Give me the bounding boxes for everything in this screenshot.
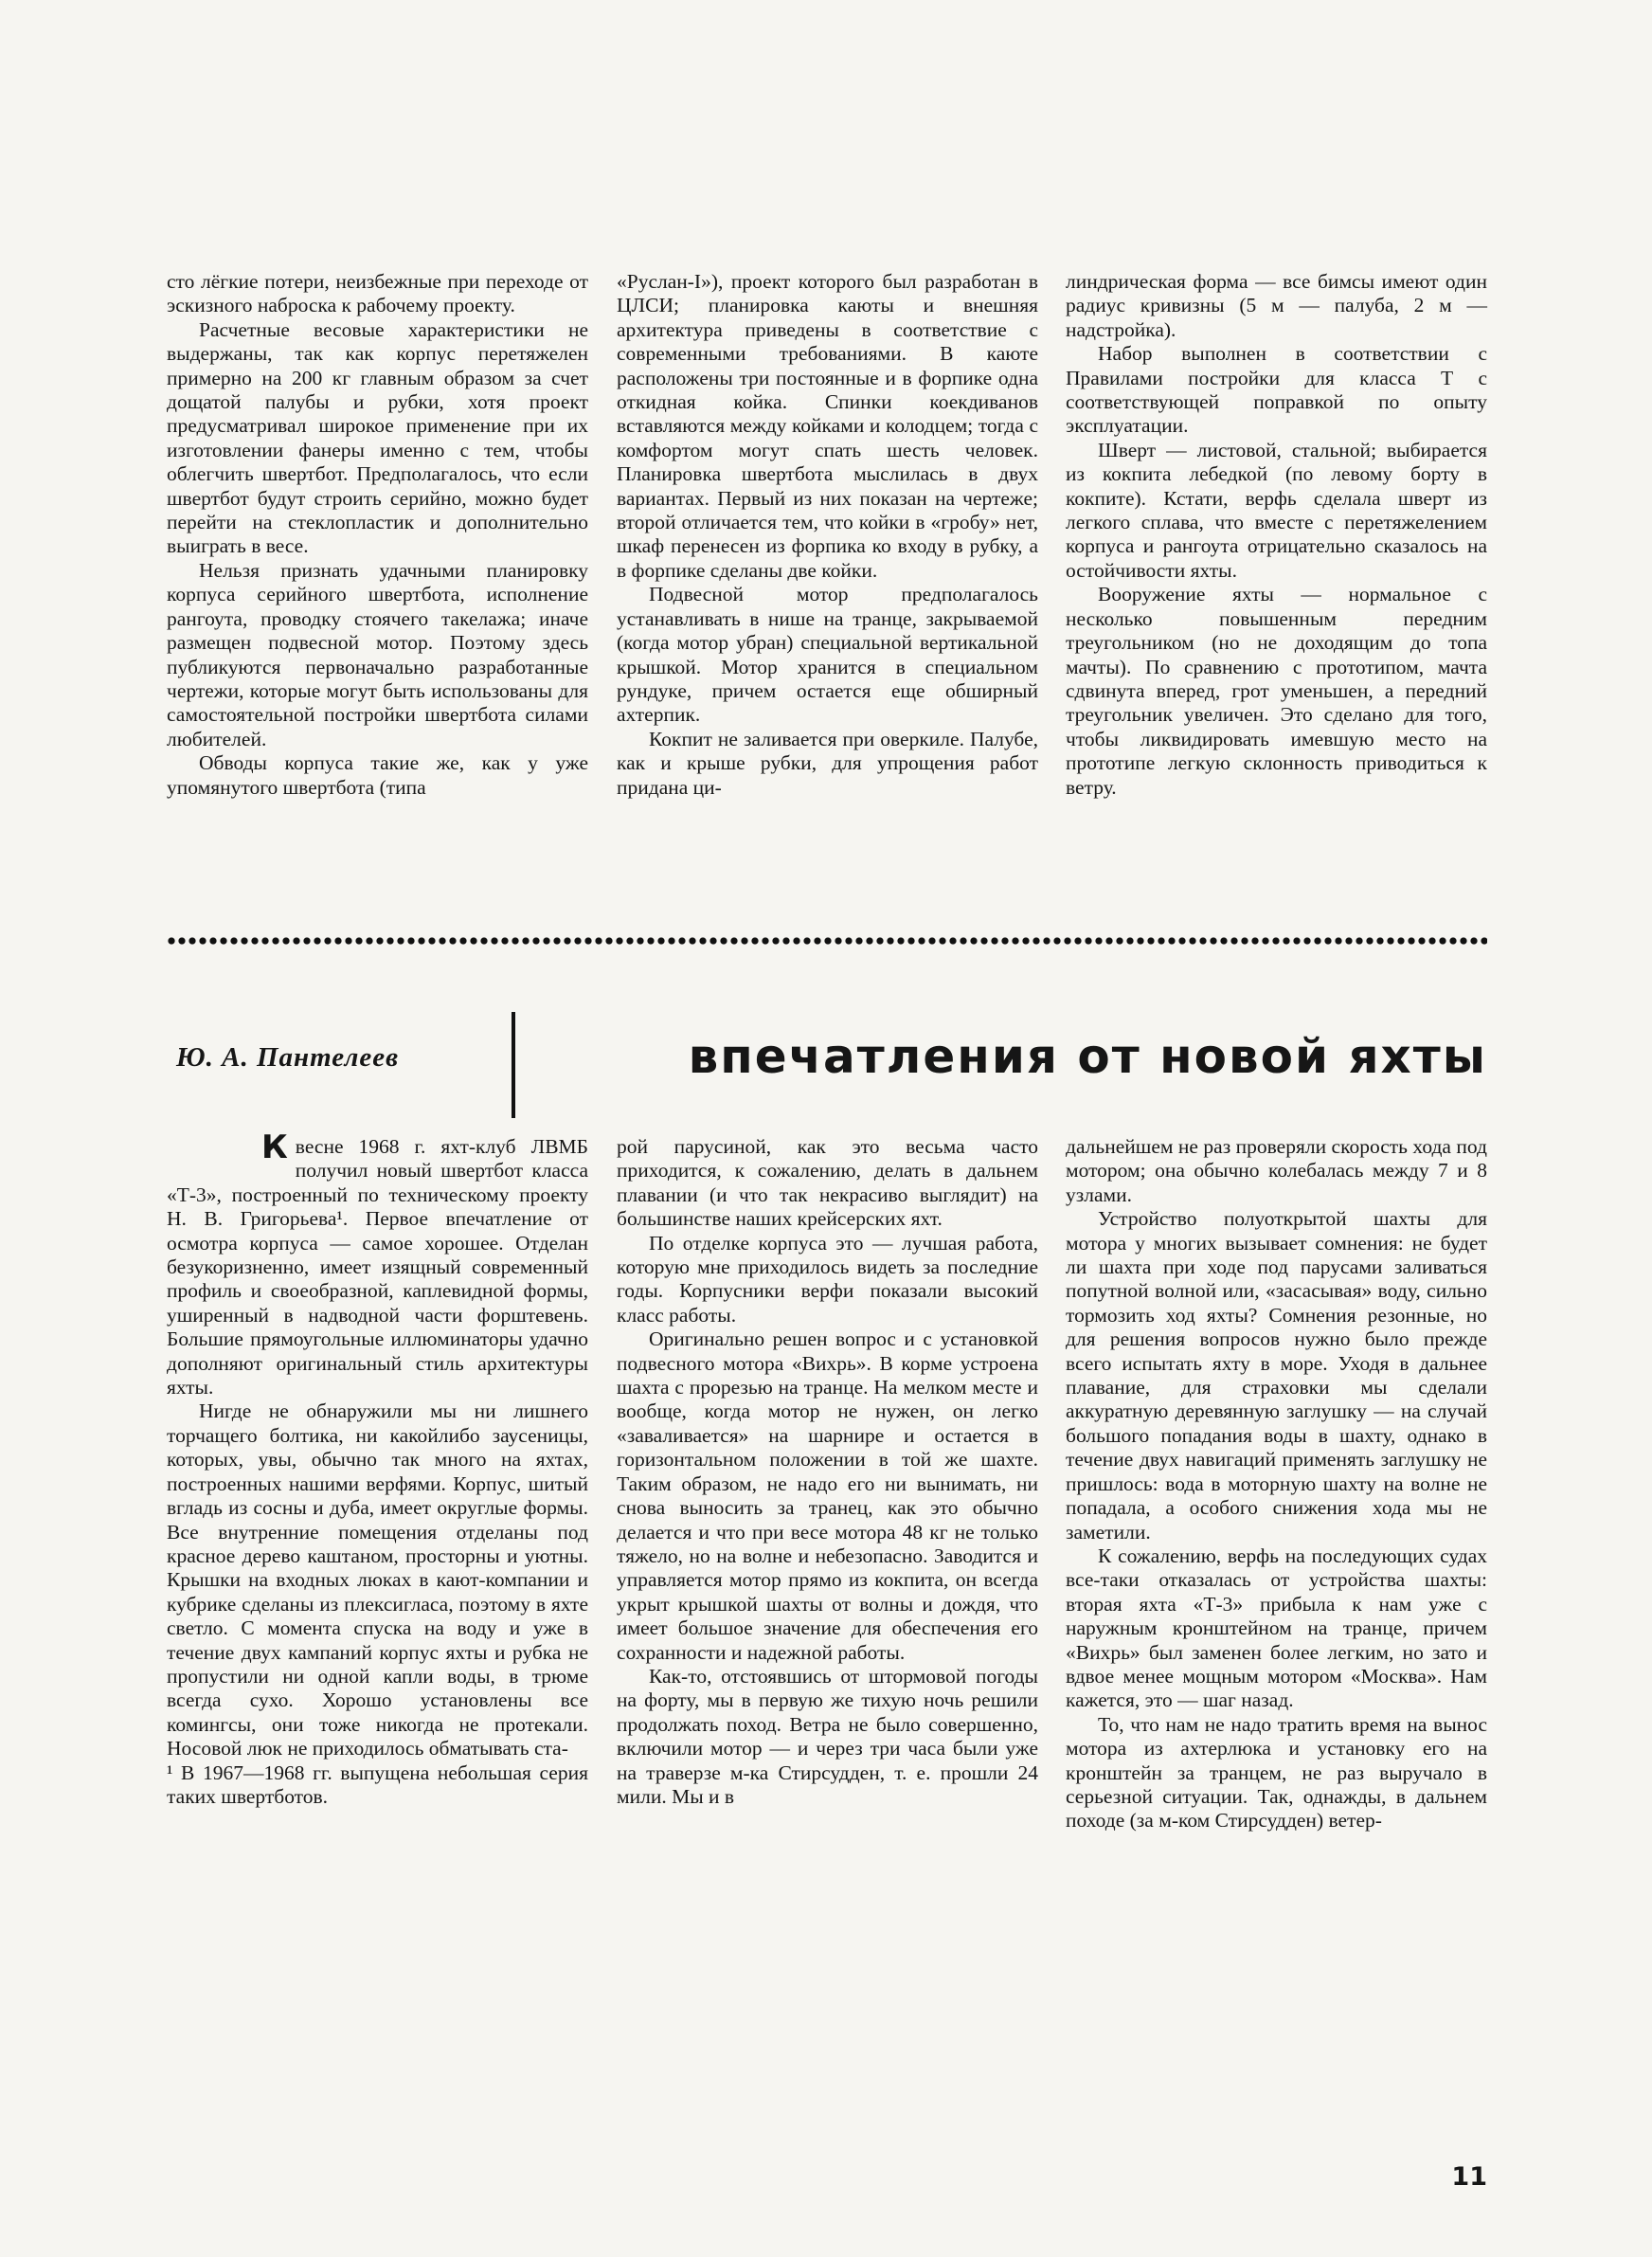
paragraph: Кокпит не заливается при оверкиле. Палубе, как и крыше рубки, для упрощения работ придана ци-: [617, 727, 1038, 799]
article-author: Ю. А. Пантелеев: [176, 1042, 400, 1073]
paragraph-text: весне 1968 г. яхт-клуб ЛВМБ получил новый швертбот класса «Т-3», построенный по техническому проекту Н. В. Григорьева¹. Первое впечатление от осмотра корпуса — самое хорошее. Отделан безукоризненно, имеет изящный современный профиль и своеобразной, каплевидной формы, уширенный в надводной части форштевень. Большие прямоугольные иллюминаторы удачно дополняют оригинальный стиль архитектуры яхты.: [167, 1135, 588, 1399]
paragraph: Устройство полуоткрытой шахты для мотора у многих вызывает сомнения: не будет ли шахта при ходе под парусами заливаться попутной волной или, «засасывая» воду, сильно тормозить ход яхты? Сомнения резонные, но для решения вопросов нужно было прежде всего испытать яхту в море. Уходя в дальнее плавание, для страховки мы сделали аккуратную деревянную заглушку — на случай большого попадания воды в шахту, однако в течение двух навигаций применять заглушку не пришлось: вода в моторную шахту на волне не попадала, а особого снижения хода мы не заметили.: [1066, 1207, 1487, 1544]
footnote: ¹ В 1967—1968 гг. выпущена небольшая серия таких швертботов.: [167, 1760, 588, 1808]
paragraph: «Руслан-I»), проект которого был разработан в ЦЛСИ; планировка каюты и внешняя архитектура приведены в соответствие с современными требованиями. В каюте расположены три постоянные и в форпике одна откидная койка. Спинки коекдиванов вставляются между койками и колодцем; тогда с комфортом могут спать шесть человек. Планировка швертбота мыслилась в двух вариантах. Первый из них показан на чертеже; второй отличается тем, что койки в «гробу» нет, шкаф перенесен из форпика ко входу в рубку, а в форпике сделаны две койки.: [617, 270, 1038, 582]
page-number: 11: [1451, 2162, 1487, 2192]
paragraph: Набор выполнен в соответствии с Правилами постройки для класса Т с соответствующей поправкой по опыту эксплуатации.: [1066, 342, 1487, 438]
paragraph: Нигде не обнаружили мы ни лишнего торчащего болтика, ни какойлибо заусеницы, которых, увы, обычно так много на яхтах, построенных нашими верфями. Корпус, шитый вгладь из сосны и дуба, имеет округлые формы. Все внутренние помещения отделаны под красное дерево каштаном, просторны и уютны. Крышки на входных люках в кают-компании и кубрике сделаны из плексигласа, поэтому в яхте светло. С момента спуска на воду и уже в течение двух кампаний корпус яхты и рубка не пропустили ни одной капли воды, в трюме всегда сухо. Хорошо установлены все комингсы, они тоже никогда не протекали. Носовой люк не приходилось обматывать ста-: [167, 1399, 588, 1760]
article-column-2: [617, 1135, 1038, 1809]
paragraph: Оригинально решен вопрос и с установкой подвесного мотора «Вихрь». В корме устроена шахта с прорезью на транце. На мелком месте и вообще, когда мотор не нужен, он легко «заваливается» на шарнире и остается в горизонтальном положении в той же шахте. Таким образом, не надо его ни вынимать, ни снова выносить за транец, как это обычно делается и что при весе мотора 48 кг не только тяжело, но на волне и небезопасно. Заводится и управляется мотор прямо из кокпита, он всегда укрыт крышкой шахты от волны и дождя, что имеет большое значение для обеспечения его сохранности и надежной работы.: [617, 1327, 1038, 1664]
top-column-1: [167, 270, 588, 800]
article-column-3: [1066, 1135, 1487, 1833]
top-column-2: [617, 270, 1038, 800]
paragraph: Вооружение яхты — нормальное с несколько повышенным передним треугольником (но не доходящим до топа мачты). По сравнению с прототипом, мачта сдвинута вперед, грот уменьшен, а передний треугольник увеличен. Это сделано для того, чтобы ликвидировать имевшую место на прототипе легкую склонность приводиться к ветру.: [1066, 583, 1487, 799]
article-column-1: [167, 1128, 588, 1809]
paragraph: Как-то, отстоявшись от штормовой погоды на форту, мы в первую же тихую ночь решили продолжать поход. Ветра не было совершенно, включили мотор — и через три часа были уже на траверзе м-ка Стирсудден, т. е. прошли 24 мили. Мы и в: [617, 1664, 1038, 1808]
paragraph: дальнейшем не раз проверяли скорость хода под мотором; она обычно колебалась между 7 и 8 узлами.: [1066, 1135, 1487, 1206]
article-title: впечатления от новой яхты: [688, 1029, 1487, 1084]
paragraph: [167, 1128, 588, 1399]
top-column-3: [1066, 270, 1487, 800]
paragraph: Расчетные весовые характеристики не выдержаны, так как корпус перетяжелен примерно на 200 кг главным образом за счет дощатой палубы и рубки, хотя проект предусматривал широкое применение при их изготовлении фанеры именно с тем, чтобы облегчить швертбот. Предполагалось, что если швертбот будут строить серийно, можно будет перейти на стеклопластик и дополнительно выиграть в весе.: [167, 317, 588, 558]
paragraph: То, что нам не надо тратить время на вынос мотора из ахтерлюка и установку его на кронштейн за транцем, не раз выручало в серьезной ситуации. Так, однажды, в дальнем походе (за м-ком Стирсудден) ветер-: [1066, 1712, 1487, 1833]
paragraph: Подвесной мотор предполагалось устанавливать в нише на транце, закрываемой (когда мотор убран) специальной вертикальной крышкой. Мотор хранится в специальном рундуке, причем остается еще обширный ахтерпик.: [617, 583, 1038, 727]
paragraph: Нельзя признать удачными планировку корпуса серийного швертбота, исполнение рангоута, проводку стоячего такелажа; иначе размещен подвесной мотор. Поэтому здесь публикуются первоначально разработанные чертежи, которые могут быть использованы для самостоятельной постройки швертбота силами любителей.: [167, 558, 588, 750]
paragraph: Обводы корпуса такие же, как у уже упомянутого швертбота (типа: [167, 751, 588, 799]
paragraph: линдрическая форма — все бимсы имеют один радиус кривизны (5 м — палуба, 2 м — надстройка).: [1066, 270, 1487, 341]
header-vertical-rule: [512, 1012, 515, 1118]
drop-cap: К: [261, 1128, 288, 1166]
paragraph: К сожалению, верфь на последующих судах все-таки отказалась от устройства шахты: вторая яхта «Т-3» прибыла к нам уже с наружным кронштейном на транце, причем «Вихрь» был заменен более легким, но зато и вдвое менее мощным мотором «Москва». Нам кажется, это — шаг назад.: [1066, 1544, 1487, 1712]
paragraph: Шверт — листовой, стальной; выбирается из кокпита лебедкой (по левому борту в кокпите). Кстати, верфь сделала шверт из легкого сплава, что вместе с перетяжелением корпуса и рангоута отрицательно сказалось на остойчивости яхты.: [1066, 438, 1487, 582]
paragraph: сто лёгкие потери, неизбежные при переходе от эскизного наброска к рабочему проекту.: [167, 270, 588, 317]
paragraph: рой парусиной, как это весьма часто приходится, к сожалению, делать в дальнем плавании (и что так некрасиво выглядит) на большинстве наших крейсерских яхт.: [617, 1135, 1038, 1231]
section-divider: [167, 936, 1487, 946]
paragraph: По отделке корпуса это — лучшая работа, которую мне приходилось видеть за последние годы. Корпусники верфи показали высокий класс работы.: [617, 1231, 1038, 1327]
